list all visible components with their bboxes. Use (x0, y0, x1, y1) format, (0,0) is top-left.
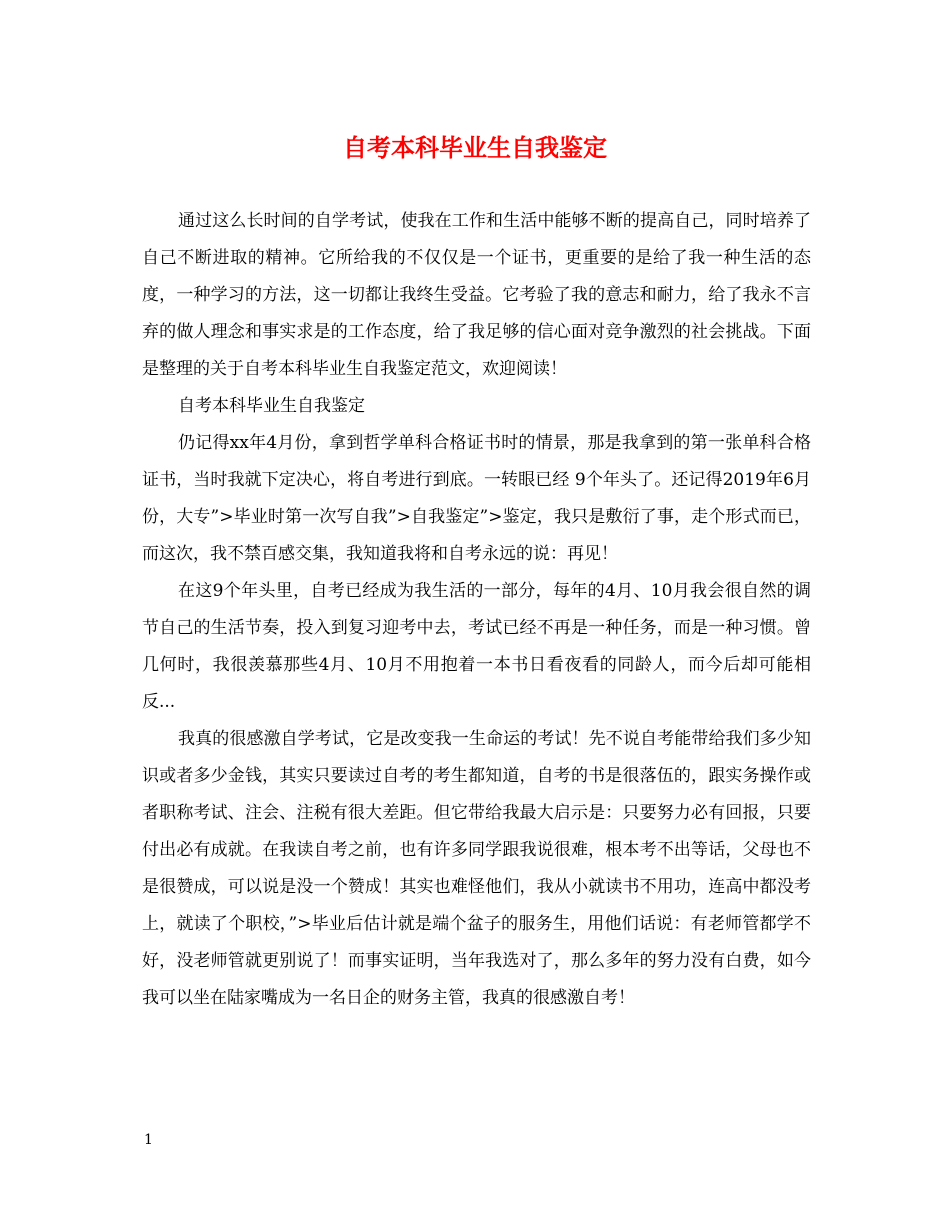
document-title: 自考本科毕业生自我鉴定 (343, 133, 607, 162)
section-heading: 自考本科毕业生自我鉴定 (178, 396, 365, 416)
intro-paragraph: 通过这么长时间的自学考试，使我在工作和生活中能够不断的提高自己，同时培养了自己不断进取的精神。它所给我的不仅仅是一个证书，更重要的是给了我一种生活的态度，一种学习的方法，这一切都让我终生受益。它考验了我的意志和耐力，给了我永不言弃的做人理念和事实求是的工作态度，给了我足够的信心面对竞争激烈的社会挑战。下面是整理的关于自考本科毕业生自我鉴定范文，欢迎阅读！ (142, 211, 811, 379)
body-paragraph-3: 我真的很感激自学考试，它是改变我一生命运的考试！先不说自考能带给我们多少知识或者多少金钱，其实只要读过自考的考生都知道，自考的书是很落伍的，跟实务操作或者职称考试、注会、注税有很大差距。但它带给我最大启示是：只要努力必有回报，只要付出必有成就。在我读自考之前，也有许多同学跟我说很难，根本考不出等话，父母也不是很赞成，可以说是没一个赞成！其实也难怪他们，我从小就读书不用功，连高中都没考上，就读了个职校，”>毕业后估计就是端个盆子的服务生，用他们话说：有老师管都学不好，没老师管就更别说了！而事实证明，当年我选对了，那么多年的努力没有白费，如今我可以坐在陆家嘴成为一名日企的财务主管，我真的很感激自考！ (142, 729, 811, 1008)
body-paragraph-2: 在这9个年头里，自考已经成为我生活的一部分，每年的4月、10月我会很自然的调节自己的生活节奏，投入到复习迎考中去，考试已经不再是一种任务，而是一种习惯。曾几何时，我很羡慕那些4月、10月不用抱着一本书日看夜看的同龄人，而今后却可能相反... (142, 581, 811, 712)
document-body (142, 203, 811, 1017)
body-paragraph-1: 仍记得xx年4月份，拿到哲学单科合格证书时的情景，那是我拿到的第一张单科合格证书，当时我就下定决心，将自考进行到底。一转眼已经 9个年头了。还记得2019年6月份，大专”>毕业时第一次写自我”>自我鉴定”>鉴定，我只是敷衍了事，走个形式而已，而这次，我不禁百感交集，我知道我将和自考永远的说：再见！ (142, 433, 811, 564)
page-number: 1 (144, 1132, 153, 1148)
